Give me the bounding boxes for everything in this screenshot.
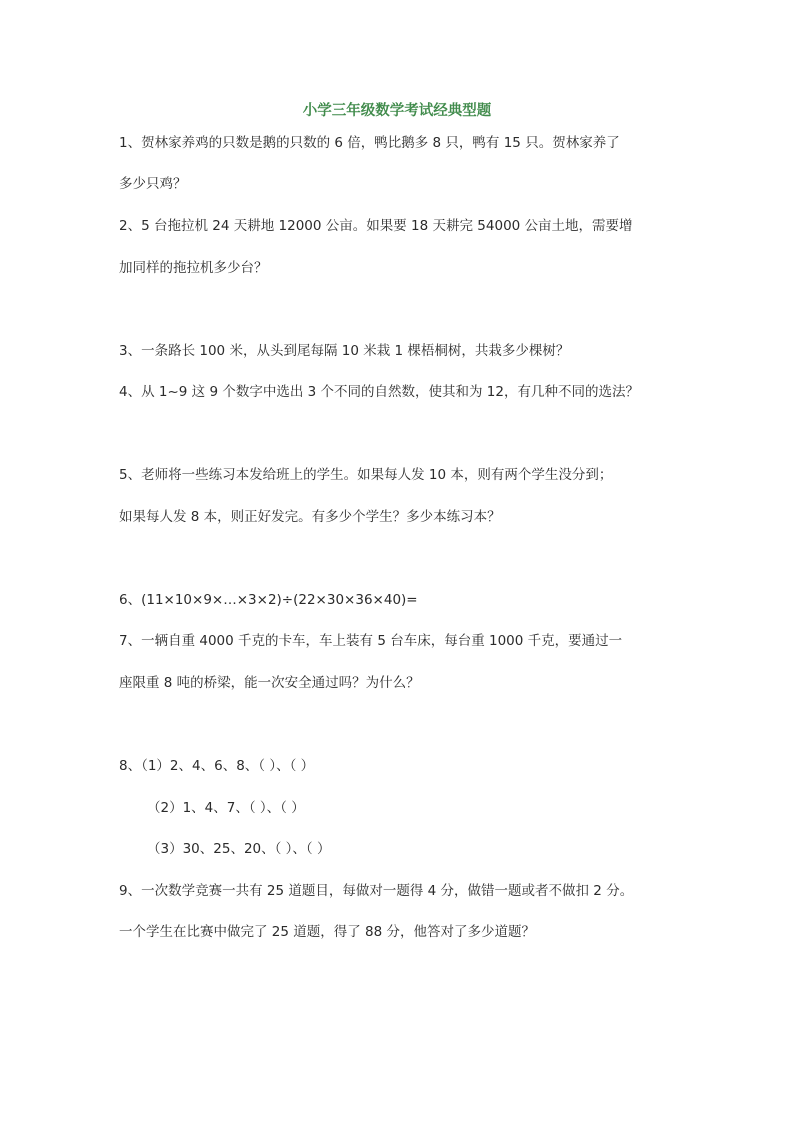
question-7-line-2: 座限重 8 吨的桥梁，能一次安全通过吗？为什么？ bbox=[119, 675, 420, 691]
question-5-line-2: 如果每人发 8 本，则正好发完。有多少个学生？多少本练习本？ bbox=[119, 509, 501, 525]
question-9-line-1: 9、一次数学竞赛一共有 25 道题目，每做对一题得 4 分，做错一题或者不做扣 2 分。 bbox=[119, 883, 634, 899]
question-9-line-2: 一个学生在比赛中做完了 25 道题，得了 88 分，他答对了多少道题？ bbox=[119, 924, 536, 940]
question-1-line-1: 1、贺林家养鸡的只数是鹅的只数的 6 倍，鸭比鹅多 8 只，鸭有 15 只。贺林家养了 bbox=[119, 135, 620, 151]
question-2-line-1: 2、5 台拖拉机 24 天耕地 12000 公亩。如果要 18 天耕完 54000 公亩土地，需要增 bbox=[119, 218, 633, 234]
question-4: 4、从 1~9 这 9 个数字中选出 3 个不同的自然数，使其和为 12，有几种不同的选法？ bbox=[119, 384, 639, 400]
question-7-line-1: 7、一辆自重 4000 千克的卡车，车上装有 5 台车床，每台重 1000 千克，要通过一 bbox=[119, 633, 623, 649]
question-1-line-2: 多少只鸡？ bbox=[119, 176, 187, 192]
question-2-line-2: 加同样的拖拉机多少台？ bbox=[119, 260, 268, 276]
question-6: 6、(11×10×9×…×3×2)÷(22×30×36×40)= bbox=[119, 592, 418, 608]
page-title: 小学三年级数学考试经典型题 bbox=[302, 102, 492, 119]
question-8-part-3: （3）30、25、20、（ ）、（ ） bbox=[147, 841, 331, 857]
question-8-part-1: 8、（1）2、4、6、8、（ ）、（ ） bbox=[119, 758, 315, 774]
question-3: 3、一条路长 100 米，从头到尾每隔 10 米栽 1 棵梧桐树，共栽多少棵树？ bbox=[119, 343, 570, 359]
question-8-part-2: （2）1、4、7、（ ）、（ ） bbox=[147, 800, 305, 816]
question-5-line-1: 5、老师将一些练习本发给班上的学生。如果每人发 10 本，则有两个学生没分到； bbox=[119, 467, 613, 483]
